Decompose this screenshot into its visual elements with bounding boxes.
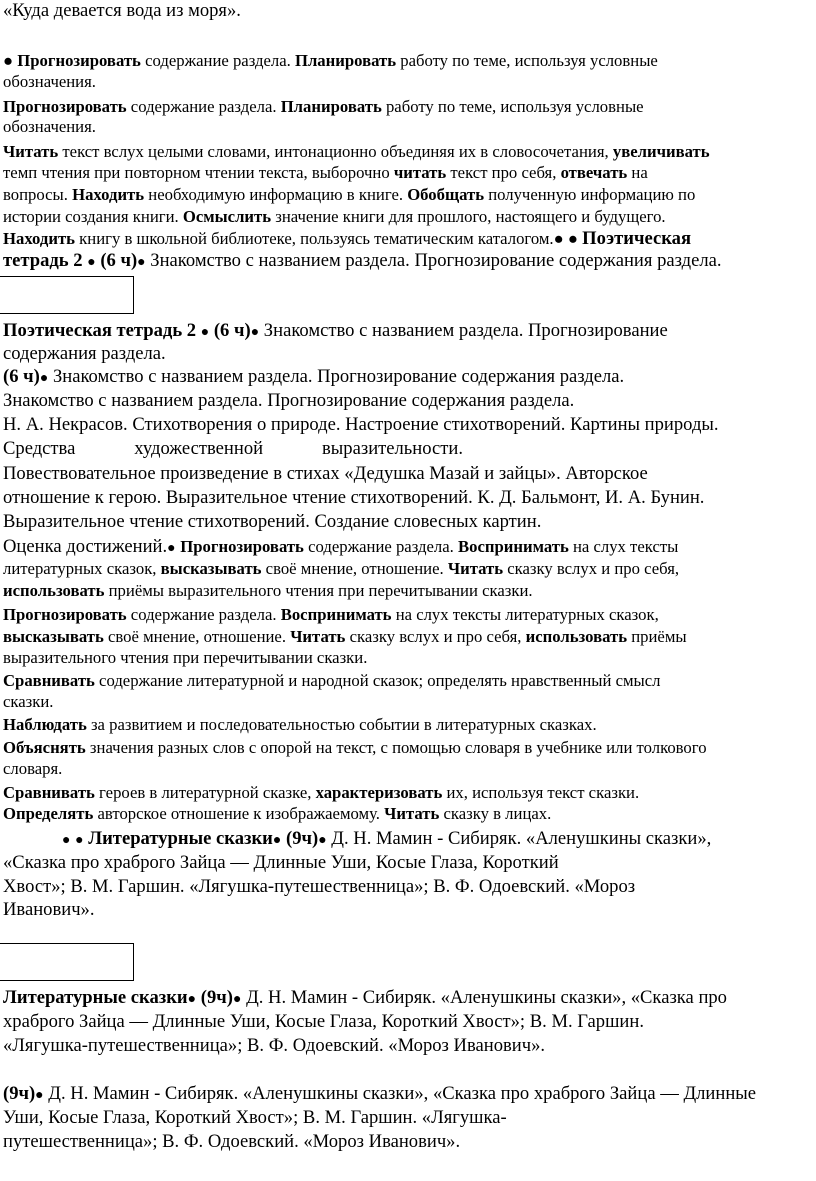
section-title: Поэтическая <box>582 228 692 249</box>
line-text: значения разных слов с опорой на текст, с помощью словаря в учебнике или толкового <box>85 738 707 757</box>
line-text: Выразительное чтение стихотворений. Создание словесных картин. <box>3 511 542 532</box>
bullet-icon: ● <box>250 325 260 340</box>
line-text: Уши, Косые Глаза, Короткий Хвост»; В. М. Гаршин. «Лягушка- <box>3 1107 507 1128</box>
text-line <box>3 72 96 92</box>
line-text: Д. Н. Мамин - Сибиряк. «Аленушкины сказки», «Сказка про <box>241 987 727 1008</box>
bold-term: читать <box>393 163 447 182</box>
bullet-icon: ● <box>35 1088 44 1103</box>
bold-term: Планировать <box>294 51 397 70</box>
bullet-icon: ● <box>200 325 210 340</box>
line-text: Иванович». <box>3 899 95 920</box>
bold-term: Воспринимать <box>280 605 392 624</box>
text-line <box>3 463 648 485</box>
line-text: необходимую информацию в книге. <box>144 185 408 204</box>
bullet-icon: ● <box>553 229 564 248</box>
text-line <box>3 715 597 735</box>
line-text: содержание раздела. <box>140 51 295 70</box>
text-line <box>3 783 639 803</box>
bold-term: Прогнозировать <box>3 605 127 624</box>
text-line <box>3 438 463 460</box>
text-line <box>3 343 166 365</box>
text-line <box>3 97 644 117</box>
bullet-icon: ● <box>3 51 14 70</box>
text-line <box>3 229 691 249</box>
text-line <box>62 828 711 852</box>
line-text: храброго Зайца — Длинные Уши, Косые Глаза, Короткий Хвост»; В. М. Гаршин. <box>3 1011 644 1032</box>
line-text: словаря. <box>3 759 63 778</box>
hours-label: (6 ч) <box>209 320 251 341</box>
text-line <box>3 852 559 874</box>
section-title: тетрадь 2 <box>3 250 88 271</box>
line-text: за развитием и последовательностью событии в литературных сказках. <box>86 715 597 734</box>
bullet-icon: ● <box>567 229 578 248</box>
line-text: литературных сказок, <box>3 559 161 578</box>
bold-term: Обобщать <box>407 185 485 204</box>
line-text: обозначения. <box>3 72 96 91</box>
text-line <box>3 759 62 779</box>
text-line <box>3 581 533 601</box>
line-text: героев в литературной сказке, <box>94 783 316 802</box>
bold-term: высказывать <box>160 559 262 578</box>
text-line <box>3 648 367 668</box>
line-text: содержания раздела. <box>3 343 166 364</box>
bold-term: Объяснять <box>3 738 86 757</box>
text-line <box>3 804 551 824</box>
line-text: Знакомство с названием раздела. Прогнозирование содержания раздела. <box>3 390 575 411</box>
text-line <box>3 605 659 625</box>
text-line <box>3 1083 756 1107</box>
bold-term: Прогнозировать <box>17 51 141 70</box>
line-text: своё мнение, отношение. <box>103 627 291 646</box>
line-text: «Сказка про храброго Зайца — Длинные Уши, Косые Глаза, Короткий <box>3 852 559 873</box>
line-text: авторское отношение к изображаемому. <box>93 804 385 823</box>
bold-term: увеличивать <box>612 142 710 161</box>
line-text: на <box>627 163 648 182</box>
line-text: Д. Н. Мамин - Сибиряк. «Аленушкины сказки», «Сказка про храброго Зайца — Длинные <box>43 1083 757 1104</box>
line-text: содержание раздела. <box>126 605 281 624</box>
bold-term: Читать <box>3 142 59 161</box>
bold-term: высказывать <box>3 627 104 646</box>
bold-term: Планировать <box>280 97 382 116</box>
text-line <box>3 250 722 274</box>
bullet-icon: ● <box>318 833 327 848</box>
line-text: Знакомство с названием раздела. Прогнозирование содержания раздела. <box>145 250 722 271</box>
text-line <box>3 366 624 390</box>
text-line <box>3 414 719 436</box>
bullet-icon: ● <box>272 833 282 848</box>
text-line <box>3 1011 644 1033</box>
text-line <box>3 738 707 758</box>
bold-term: Находить <box>72 185 145 204</box>
bullet-icon: ● <box>167 541 176 556</box>
bold-term: Находить <box>3 229 75 248</box>
text-line <box>3 692 53 712</box>
bold-term: Сравнивать <box>3 783 95 802</box>
text-line <box>3 0 241 22</box>
text-line <box>3 511 541 533</box>
text-line <box>3 390 574 412</box>
bold-term: Прогнозировать <box>180 537 304 556</box>
bold-term: Наблюдать <box>3 715 87 734</box>
empty-table-cell <box>0 943 134 981</box>
hours-label: (9ч) <box>3 1083 36 1104</box>
line-text: своё мнение, отношение. <box>261 559 448 578</box>
line-text: Повествовательное произведение в стихах «Дедушка Мазай и зайцы». Авторское <box>3 463 648 484</box>
bold-term: Читать <box>384 804 440 823</box>
line-text: выразительного чтения при перечитывании сказки. <box>3 648 368 667</box>
line-text: полученную информацию по <box>484 185 696 204</box>
text-line <box>3 163 648 183</box>
bold-term: Определять <box>3 804 94 823</box>
line-text: Оценка достижений. <box>3 536 168 557</box>
bold-term: Осмыслить <box>182 207 272 226</box>
line-text: «Куда девается вода из моря». <box>3 0 241 21</box>
line-text: обозначения. <box>3 117 96 136</box>
line-text: значение книги для прошлого, настоящего и будущего. <box>271 207 666 226</box>
line-text: Д. Н. Мамин - Сибиряк. «Аленушкины сказки», <box>326 828 712 849</box>
bold-term: Сравнивать <box>3 671 95 690</box>
bold-term: Читать <box>290 627 346 646</box>
text-line <box>3 671 661 691</box>
line-text: истории создания книги. <box>3 207 183 226</box>
bold-term: Воспринимать <box>457 537 569 556</box>
line-text: сказку вслух и про себя, <box>503 559 680 578</box>
text-line <box>3 487 704 509</box>
bold-term: Прогнозировать <box>3 97 127 116</box>
text-line <box>3 117 96 137</box>
bold-term: Читать <box>447 559 504 578</box>
line-text: отношение к герою. Выразительное чтение стихотворений. К. Д. Бальмонт, И. А. Бунин. <box>3 487 705 508</box>
text-line <box>3 559 679 579</box>
text-line <box>3 185 695 205</box>
text-line <box>3 1035 545 1057</box>
text-line <box>3 876 635 898</box>
hours-label: (9ч) <box>281 828 319 849</box>
line-text: художественной <box>134 438 264 459</box>
text-line <box>3 1131 460 1153</box>
hours-label: (9ч) <box>196 987 233 1008</box>
bullet-icon: ● <box>137 255 146 270</box>
line-text: Н. А. Некрасов. Стихотворения о природе. Настроение стихотворений. Картины природы. <box>3 414 719 435</box>
line-text: работу по теме, используя условные <box>381 97 644 116</box>
section-title: Поэтическая тетрадь 2 <box>3 320 201 341</box>
line-text: на слух тексты литературных сказок, <box>391 605 659 624</box>
text-line <box>3 1107 507 1129</box>
text-line <box>3 536 678 560</box>
line-text: сказку вслух и про себя, <box>345 627 526 646</box>
line-text: текст про себя, <box>446 163 561 182</box>
line-text: путешественница»; В. Ф. Одоевский. «Мороз Иванович». <box>3 1131 461 1152</box>
text-line <box>3 207 666 227</box>
line-text: содержание литературной и народной сказок; определять нравственный смысл <box>94 671 661 690</box>
bold-term: использовать <box>525 627 628 646</box>
line-text: выразительности. <box>322 438 463 459</box>
bold-term: использовать <box>3 581 105 600</box>
bullet-icon: ● <box>187 992 197 1007</box>
text-line <box>3 51 658 71</box>
text-line <box>3 320 668 344</box>
bullet-icon: ● <box>87 255 96 270</box>
line-text: вопросы. <box>3 185 73 204</box>
line-text: Хвост»; В. М. Гаршин. «Лягушка-путешественница»; В. Ф. Одоевский. «Мороз <box>3 876 636 897</box>
line-text: содержание раздела. <box>126 97 281 116</box>
bullet-icon: ● <box>75 833 84 848</box>
bullet-icon: ● <box>62 833 71 848</box>
line-text: Средства <box>3 438 76 459</box>
bold-term: характеризовать <box>315 783 443 802</box>
line-text: сказки. <box>3 692 54 711</box>
line-text: приёмы <box>627 627 687 646</box>
line-text: Знакомство с названием раздела. Прогнозирование <box>259 320 668 341</box>
line-text: содержание раздела. <box>303 537 458 556</box>
hours-label: (6 ч) <box>3 366 40 387</box>
line-text: работу по теме, используя условные <box>396 51 658 70</box>
empty-table-cell <box>0 276 134 314</box>
line-text: их, используя текст сказки. <box>442 783 640 802</box>
line-text: Знакомство с названием раздела. Прогнозирование содержания раздела. <box>48 366 625 387</box>
bold-term: отвечать <box>560 163 628 182</box>
bullet-icon: ● <box>232 992 242 1007</box>
section-title: Литературные сказки <box>83 828 273 849</box>
text-line <box>3 987 727 1011</box>
hours-label: (6 ч) <box>95 250 138 271</box>
text-line <box>3 142 710 162</box>
section-title: Литературные сказки <box>3 987 188 1008</box>
line-text: сказку в лицах. <box>439 804 552 823</box>
line-text: приёмы выразительного чтения при перечитывании сказки. <box>104 581 533 600</box>
text-line <box>3 899 95 921</box>
bullet-icon: ● <box>39 371 49 386</box>
text-line <box>3 627 687 647</box>
line-text: книгу в школьной библиотеке, пользуясь тематическим каталогом. <box>74 229 554 248</box>
line-text: темп чтения при повторном чтении текста, выборочно <box>3 163 394 182</box>
line-text: «Лягушка-путешественница»; В. Ф. Одоевский. «Мороз Иванович». <box>3 1035 546 1056</box>
line-text: на слух тексты <box>568 537 679 556</box>
line-text: текст вслух целыми словами, интонационно объединяя их в словосочетания, <box>58 142 613 161</box>
